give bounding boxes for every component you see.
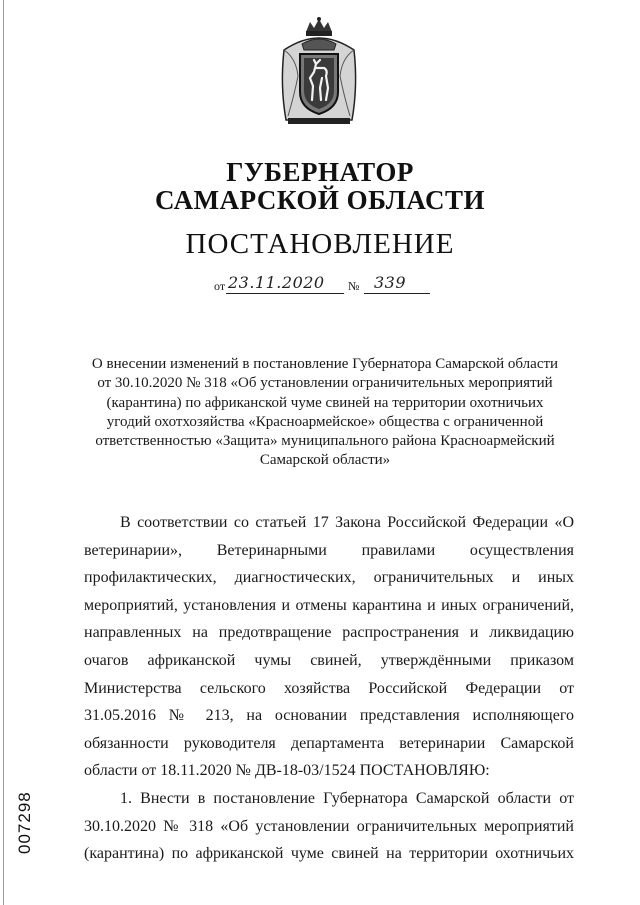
- page-edge-line: [3, 0, 4, 905]
- region-title: САМАРСКОЙ ОБЛАСТИ: [154, 185, 486, 215]
- document-type-title: ПОСТАНОВЛЕНИЕ: [185, 228, 455, 260]
- number-underline: [364, 293, 430, 294]
- handwritten-number: 339: [374, 273, 407, 292]
- handwritten-date: 23.11.2020: [228, 273, 325, 292]
- date-label: от: [214, 279, 226, 293]
- document-subject: О внесении изменений в постановление Губернатора Самарской области от 30.10.2020 № 318 «Об установлении ограничительных мероприятий (карантина) по африканской чуме свиней на территории охотничьих угодий охотхозяйства «Красноармейское» общества с ограниченной ответственностью «Защита» муниципального района Красноармейский Самарской области»: [91, 356, 559, 469]
- body-paragraph: В соответствии со статьей 17 Закона Российской Федерации «О ветеринарии», Ветеринарными правилами осуществления профилактических, диагностических, ограничительных и иных мероприятий, установления и отмены карантина и иных ограничений, направленных на предотвращение распространения и ликвидацию очагов африканской чумы свиней, утверждёнными приказом Министерства сельского хозяйства Российской Федерации от 31.05.2016 № 213, на основании представления исполняющего обязанности руководителя департамента ветеринарии Самарской области от 18.11.2020 № ДВ-18-03/1524 ПОСТАНОВЛЯЮ:: [84, 514, 574, 780]
- governor-title: ГУБЕРНАТОР: [226, 157, 414, 187]
- document-body: [84, 509, 574, 868]
- date-underline: [226, 293, 344, 294]
- date-number-line: [214, 273, 434, 297]
- body-paragraph: 1. Внести в постановление Губернатора Самарской области от 30.10.2020 № 318 «Об установлении ограничительных мероприятий (карантина) по африканской чуме свиней на территории охотничьих: [84, 789, 574, 863]
- side-stamp-number: 007298: [15, 791, 34, 855]
- number-label: №: [348, 279, 360, 293]
- coat-of-arms-emblem: [276, 16, 362, 128]
